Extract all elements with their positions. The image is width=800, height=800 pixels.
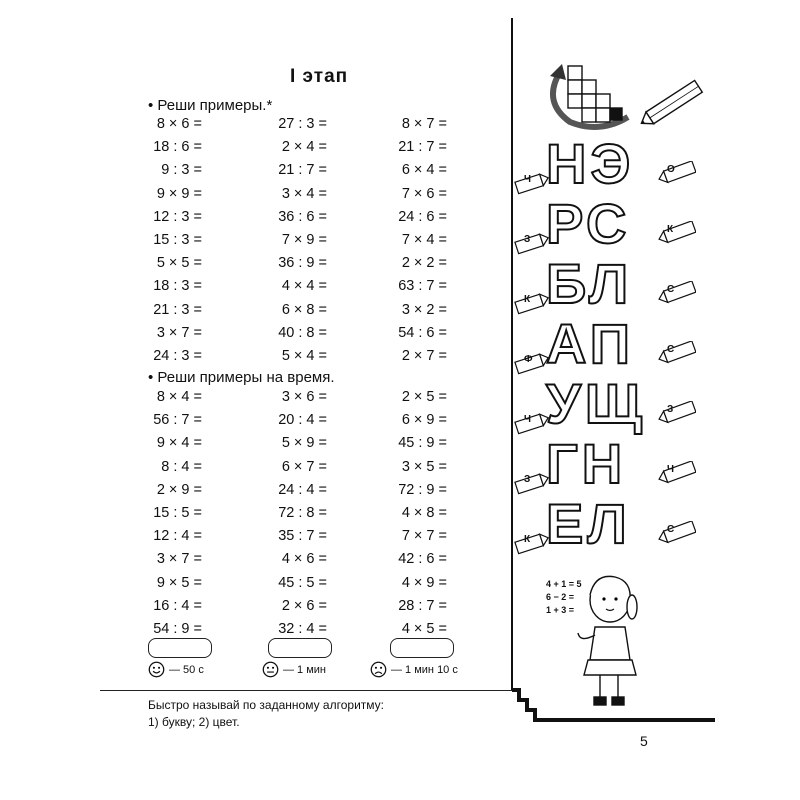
example-item: 2 × 6 = (281, 597, 327, 614)
letter-pair: РС (546, 192, 631, 255)
task-1-heading: • Реши примеры.* (148, 97, 273, 114)
example-item: 42 : 6 = (398, 551, 447, 568)
example-item: 63 : 7 = (398, 278, 447, 295)
example-item: 24 : 4 = (278, 481, 327, 498)
timer-neutral-label: — 1 мин (283, 663, 327, 676)
right-pencil-icon (656, 161, 696, 185)
left-pencil-icon (514, 291, 550, 315)
timer-happy-label: — 50 с (169, 663, 204, 676)
timer-neutral (262, 661, 326, 678)
example-item: 8 : 4 = (161, 458, 202, 475)
example-item: 6 × 9 = (401, 412, 447, 429)
left-pencil-label: Ч (524, 174, 532, 185)
example-item: 21 : 7 = (278, 162, 327, 179)
example-item: 3 × 5 = (401, 458, 447, 475)
example-item: 7 × 9 = (281, 232, 327, 248)
left-pencil-label: К (524, 534, 531, 545)
example-item: 54 : 9 = (153, 621, 202, 637)
example-item: 12 : 4 = (153, 528, 202, 545)
girl-board-line-2: 6 − 2 = (546, 592, 575, 602)
example-item: 24 : 6 = (398, 208, 447, 225)
letter-pair: ЕЛ (546, 492, 631, 555)
left-pencil-label: К (524, 294, 531, 305)
right-pencil-label: К (667, 224, 674, 235)
right-pencil-label: Ч (667, 464, 675, 475)
left-pencil-icon (514, 531, 550, 555)
instruction-line-2: 1) букву; 2) цвет. (148, 715, 240, 729)
example-item: 72 : 9 = (398, 481, 447, 498)
right-pencil-label: С (667, 284, 675, 295)
happy-face-icon (148, 661, 165, 678)
timer-sad (370, 661, 458, 678)
example-item: 2 × 5 = (401, 389, 447, 405)
time-box-1[interactable] (148, 638, 212, 658)
example-item: 32 : 4 = (278, 621, 327, 637)
letter-pair: НЭ (546, 132, 635, 195)
right-pencil-label: С (667, 524, 675, 535)
example-item: 28 : 7 = (398, 597, 447, 614)
right-pencil-icon (656, 221, 696, 245)
example-item: 45 : 9 = (398, 435, 447, 452)
example-item: 4 × 8 = (401, 505, 447, 521)
pencil-icon (636, 74, 710, 134)
girl-board-line-3: 1 + 3 = (546, 605, 575, 615)
algorithm-grid-icon (540, 62, 630, 132)
example-item: 7 × 4 = (401, 232, 447, 248)
example-item: 4 × 9 = (401, 574, 447, 591)
example-item: 2 × 7 = (401, 348, 447, 364)
example-item: 5 × 4 = (281, 348, 327, 364)
example-item: 54 : 6 = (398, 324, 447, 341)
example-item: 7 × 7 = (401, 528, 447, 545)
example-item: 9 × 9 = (156, 185, 202, 202)
right-pencil-icon (656, 341, 696, 365)
example-item: 15 : 5 = (153, 505, 202, 521)
example-item: 8 × 7 = (401, 116, 447, 132)
letter-pair: ГН (546, 432, 627, 495)
left-pencil-label: З (524, 234, 531, 245)
page-number: 5 (640, 733, 648, 749)
left-pencil-label: Ч (524, 414, 532, 425)
letter-pair: УЩ (546, 372, 646, 435)
girl-board-line-1: 4 + 1 = 5 (546, 579, 582, 589)
example-item: 35 : 7 = (278, 528, 327, 545)
left-pencil-icon (514, 411, 550, 435)
example-item: 2 × 2 = (401, 255, 447, 272)
example-item: 36 : 9 = (278, 255, 327, 272)
example-item: 6 × 4 = (401, 162, 447, 179)
example-item: 7 × 6 = (401, 185, 447, 202)
example-item: 72 : 8 = (278, 505, 327, 521)
example-item: 16 : 4 = (153, 597, 202, 614)
example-item: 18 : 3 = (153, 278, 202, 295)
task-2-heading: • Реши примеры на время. (148, 369, 335, 386)
right-pencil-label: С (667, 344, 675, 355)
example-item: 3 × 7 = (156, 551, 202, 568)
example-item: 8 × 6 = (156, 116, 202, 132)
example-item: 20 : 4 = (278, 412, 327, 429)
example-item: 36 : 6 = (278, 208, 327, 225)
time-box-2[interactable] (268, 638, 332, 658)
right-pencil-label: З (667, 404, 674, 415)
example-item: 24 : 3 = (153, 348, 202, 364)
example-item: 9 : 3 = (161, 162, 202, 179)
right-pencil-icon (656, 461, 696, 485)
sad-face-icon (370, 661, 387, 678)
timer-sad-label: — 1 мин 10 с (391, 663, 458, 676)
example-item: 6 × 8 = (281, 301, 327, 318)
timer-happy (148, 661, 204, 678)
instruction-line-1: Быстро называй по заданному алгоритму: (148, 698, 384, 712)
left-pencil-icon (514, 231, 550, 255)
example-item: 21 : 7 = (398, 139, 447, 156)
example-item: 3 × 2 = (401, 301, 447, 318)
left-pencil-icon (514, 171, 550, 195)
girl-board (546, 578, 582, 617)
example-item: 2 × 4 = (281, 139, 327, 156)
right-pencil-icon (656, 521, 696, 545)
example-item: 2 × 9 = (156, 481, 202, 498)
example-item: 40 : 8 = (278, 324, 327, 341)
example-item: 18 : 6 = (153, 139, 202, 156)
left-pencil-label: З (524, 474, 531, 485)
right-pencil-icon (656, 281, 696, 305)
left-pencil-label: Ф (524, 354, 533, 365)
example-item: 9 × 4 = (156, 435, 202, 452)
example-item: 3 × 7 = (156, 324, 202, 341)
letter-pair: АП (546, 312, 634, 375)
example-item: 12 : 3 = (153, 208, 202, 225)
example-item: 5 × 5 = (156, 255, 202, 272)
example-item: 3 × 6 = (281, 389, 327, 405)
neutral-face-icon (262, 661, 279, 678)
left-pencil-icon (514, 471, 550, 495)
example-item: 9 × 5 = (156, 574, 202, 591)
example-item: 5 × 9 = (281, 435, 327, 452)
example-item: 45 : 5 = (278, 574, 327, 591)
time-box-3[interactable] (390, 638, 454, 658)
example-item: 4 × 5 = (401, 621, 447, 637)
example-item: 4 × 6 = (281, 551, 327, 568)
example-item: 21 : 3 = (153, 301, 202, 318)
example-item: 56 : 7 = (153, 412, 202, 429)
divider (100, 690, 512, 691)
right-pencil-icon (656, 401, 696, 425)
example-item: 6 × 7 = (281, 458, 327, 475)
example-item: 4 × 4 = (281, 278, 327, 295)
example-item: 27 : 3 = (278, 116, 327, 132)
example-item: 15 : 3 = (153, 232, 202, 248)
letter-pair: БЛ (546, 252, 633, 315)
example-item: 3 × 4 = (281, 185, 327, 202)
example-item: 8 × 4 = (156, 389, 202, 405)
page-title: I этап (290, 66, 349, 87)
right-pencil-label: О (667, 164, 675, 175)
